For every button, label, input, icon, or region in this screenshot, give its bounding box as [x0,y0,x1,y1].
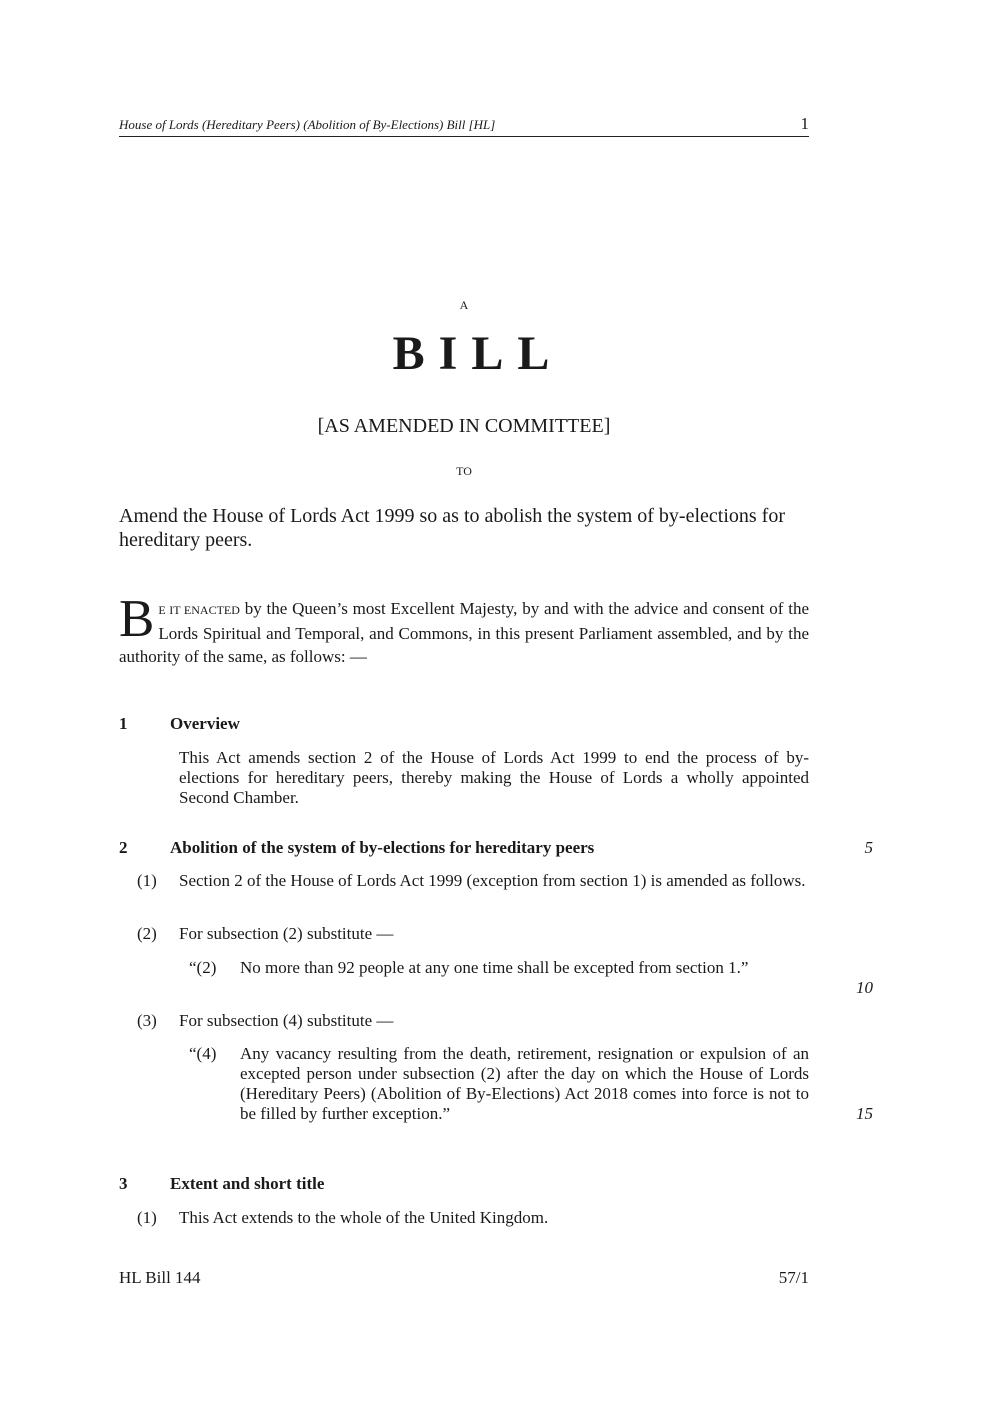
long-title: Amend the House of Lords Act 1999 so as to abolish the system of by-elections for hereditary peers. [119,505,785,551]
page-number: 1 [800,114,809,133]
subsection-number: (1) [137,871,157,890]
line-number: 15 [856,1104,873,1123]
enacting-smallcaps: E IT ENACTED [158,603,240,617]
quoted-text: Any vacancy resulting from the death, retirement, resignation or expulsion of an excepted person under subsection (2) after the day on which the House of Lords (Hereditary Peers) (Abolition of By-Elections) Act 2018 comes into force is not to be filled by further exception.” [240,1044,809,1123]
subsection-text: For subsection (2) substitute — [179,924,394,943]
bill-status: [AS AMENDED IN COMMITTEE] [317,415,611,437]
subsection-text: This Act extends to the whole of the United Kingdom. [179,1208,549,1227]
to-label: TO [456,464,472,478]
section-2-heading: Abolition of the system of by-elections for hereditary peers [170,838,595,857]
section-1-number: 1 [119,714,128,733]
section-2-number: 2 [119,838,128,857]
running-title: House of Lords (Hereditary Peers) (Abolition of By-Elections) Bill [HL] [119,117,496,132]
subsection-number: (3) [137,1011,157,1030]
section-1-heading: Overview [170,714,240,733]
quoted-number: “(4) [189,1044,217,1063]
subsection-number: (2) [137,924,157,943]
bill-reference: HL Bill 144 [119,1268,201,1287]
quoted-text: No more than 92 people at any one time shall be excepted from section 1.” [240,958,749,977]
enacting-text: by the Queen’s most Excellent Majesty, by and with the advice and consent of the Lords Spiritual and Temporal, and Commons, in this present Parliament assembled, and by the authority of the same, as follows: — [119,599,809,666]
subsection-number: (1) [137,1208,157,1227]
section-1-text: This Act amends section 2 of the House of Lords Act 1999 to end the process of by-elections for hereditary peers, thereby making the House of Lords a wholly appointed Second Chamber. [179,748,809,807]
subsection-text: Section 2 of the House of Lords Act 1999 (exception from section 1) is amended as follows. [179,871,806,890]
session-reference: 57/1 [778,1268,809,1287]
line-number: 5 [864,838,873,857]
dropcap: B [119,590,155,648]
line-number: 10 [856,978,873,997]
section-3-heading: Extent and short title [170,1174,325,1193]
bill-title: BILL [392,327,564,380]
quoted-number: “(2) [189,958,217,977]
section-3-number: 3 [119,1174,128,1193]
a-label: A [459,298,469,312]
enacting-formula [119,590,809,668]
running-header [119,116,809,137]
subsection-text: For subsection (4) substitute — [179,1011,394,1030]
